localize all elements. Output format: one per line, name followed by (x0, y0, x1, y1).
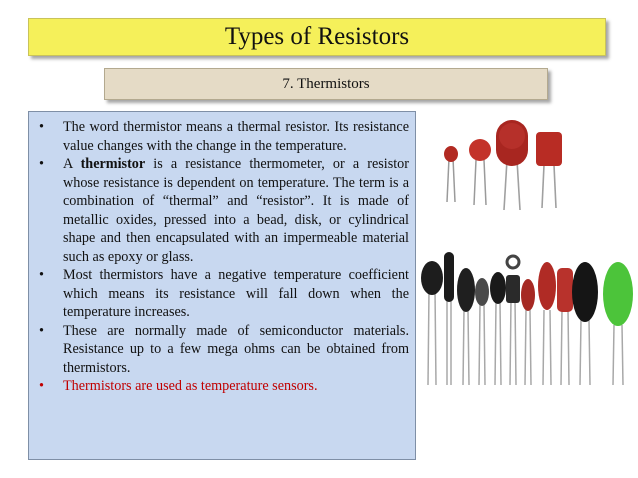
bullet-text: A (63, 156, 81, 172)
thermistor-ring (506, 256, 520, 385)
bullet-bold-term: thermistor (80, 156, 146, 172)
bullet-item: • The word thermistor means a thermal resistor. Its resistance value changes with the change in the temperature. (37, 118, 409, 155)
thermistor-bead-small (444, 146, 458, 202)
bullet-item: • Most thermistors have a negative temperature coefficient which means its resistance will fall down when the temperature increases. (37, 266, 409, 322)
thermistor-black-mid (490, 272, 506, 385)
thermistor-square (536, 132, 562, 208)
bullet-item: • These are normally made of semiconductor materials. Resistance up to a few mega ohms can be obtained from thermistors. (37, 322, 409, 378)
thermistor-black-oval (457, 268, 475, 385)
slide-title: Types of Resistors (224, 23, 410, 50)
bullet-item (37, 155, 409, 266)
thermistor-green (603, 262, 633, 385)
thermistor-red-rect (557, 268, 573, 385)
thermistor-red-small (521, 279, 535, 385)
thermistor-black-tall (444, 252, 454, 385)
thermistor-black-large (572, 262, 598, 385)
bullet-list (37, 118, 409, 396)
slide-subtitle: 7. Thermistors (282, 75, 370, 92)
thermistor-black-disk (421, 261, 443, 385)
slide-subtitle-bar (104, 68, 548, 100)
bullet-text: is a resistance thermometer, or a resistor whose resistance is dependent on temperature. The term is a combination of “thermal” and “resistor”. It is made of metallic oxides, pressed into a bead, disk, or cylindrical shape and then encapsulated with an impermeable material such as epoxy or glass. (63, 156, 409, 265)
thermistor-red-large (538, 262, 556, 385)
thermistor-disk-small (469, 139, 491, 205)
thermistor-disk-large (496, 120, 528, 210)
slide-title-bar (28, 18, 606, 56)
content-box (28, 111, 416, 460)
thermistor-gray (475, 278, 489, 385)
thermistor-photos (418, 110, 638, 390)
bullet-item-highlight: • Thermistors are used as temperature sensors. (37, 377, 409, 396)
